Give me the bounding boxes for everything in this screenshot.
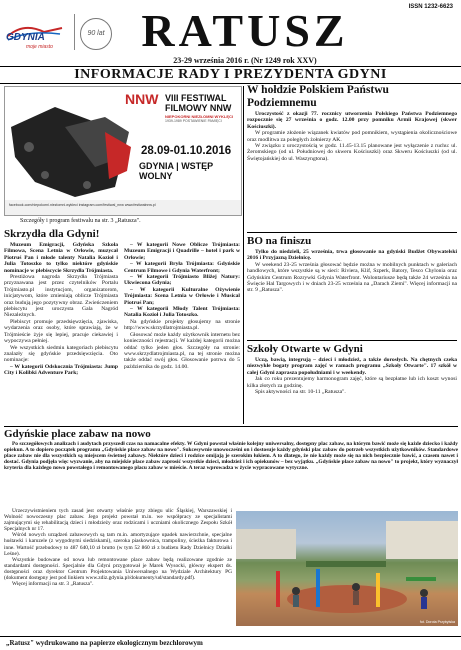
article-bo-title: BO na finiszu (247, 235, 312, 247)
article-hold-p1: Uroczystość z okazji 77. rocznicy utworzenia Polskiego Państwa Podziemnego rozpocznie się 27 września o godz. 12.00 przy pomniku Armii Krajowej (skwer Kościuszki). (247, 111, 457, 130)
article-place-p2: Wśród nowych urządzeń zabawowych są tam m.in. amortyzujące upadek nawierzchnie, specjalne huśtawki i karuzele (z wygodnymi siedziskami), szeroka piaskownica, trampoliny, ścieżka fakturowa i inne. Wartość przebudowy to 487 640,10 zł brutto (w tym 52 860 zł z budżetu Rady Dzielnicy Działki Leśne). (4, 532, 232, 557)
poster-title-1: VIII FESTIWAL (165, 93, 227, 103)
article-hold (247, 84, 457, 162)
issue-dateline: 23-29 września 2016 r. (Nr 1249 rok XXV) (173, 56, 317, 65)
poster-place: GDYNIA | WSTĘP WOLNY (139, 161, 214, 181)
skrzydla-p10: – W kategorii Młody Talent Trójmiasta: Natalia Kozioł i Julia Totoszko. (124, 306, 240, 319)
issn: ISSN 1232-6623 (408, 4, 453, 10)
playground-scene (236, 511, 458, 626)
article-place-p1: Urzeczywistnieniem tych zasad jest otwarty właśnie przy zbiegu ulic Śląskiej, Warszawskiej i Wolność nowoczesny plac zabaw. Jego projekt powstał m.in. we współpracy ze specjalistami zajmującymi się rehabilitacją dzieci i młodzieży oraz rodzicami i uczniami okolicznego Zespołu Szkół Specjalnych nr 17. (4, 508, 232, 533)
skrzydla-p5: – W kategorii Odskocznia Trójmiasta: Jump City i Kolibki Adventure Park; (4, 363, 118, 377)
article-bo-p1: Tylko do niedzieli, 25 września, trwa głosowanie na gdyński Budżet Obywatelski 2016 i Przyjazną Dzielnicę. (247, 249, 457, 262)
skrzydla-p12: Głosować może każdy użytkownik internetu bez konieczności rejestracji. W każdej kategorii można oddać tylko jeden głos. Szczegóły na stronie: www.skrzydlatrojmiasta.pl, na tej stronie można także oddać swój głos. Głosowanie potrwa do 5 października do godz. 14.00. (124, 331, 240, 370)
logo-tagline: moje miasto (26, 44, 53, 50)
article-hold-title: W hołdzie Polskiem Państwu Podziemnemu (247, 84, 389, 109)
article-place-body (4, 508, 232, 587)
skrzydla-p11: Na gdyńskie projekty głosujemy na stronie http://www.skrzydlatrojmiasta.pl. (124, 318, 240, 332)
article-place-p4: Więcej informacji na str. 3 „Ratusza". (12, 581, 94, 588)
skrzydla-p1: Muzeum Emigracji, Gdyńska Szkoła Filmowa, Scena Letnia w Orłowie, muzycał Piotruś Pan i młode talenty Natalia Kozioł i Julia Totoszko to tylko niektóre gdyńskie nominacje w plebiscycie Skrzydła Trójmiasta. (4, 242, 118, 274)
masthead-title: RATUSZ (141, 5, 349, 56)
skrzydla-p2: Prestiżowa nagroda Skrzydła Trójmiasta przyznawana jest przez czytelników Portalu Trójmiasto.pl instytucjom, organizatorom, inicjatywom, które zmieniają oblicze Trójmiasta oraz budują jego pozytywny obraz. Zwieńczeniem plebiscytu jest uroczysta Gala Nagród Niezależnych. (4, 274, 118, 319)
logo-text: GDYNIA (6, 32, 45, 43)
article-skrzydla-col1 (4, 242, 118, 377)
article-hold-p3: W związku z uroczystością w godz. 11.45-13.15 planowane jest wyłączenie z ruchu: ul. Żeromskiego (od ul. Południowej do skweru Kościuszki) oraz Skweru Kościuszki (od ul. Świętojańskiej do ul. Waszyngtona). (247, 143, 457, 162)
poster-title-2: FILMOWY NNW (165, 103, 232, 113)
article-szkoly-p2: Jak co roku prezentujemy harmonogram zajęć, które są bezpłatne lub ich koszt wynosi kilka złotych za godzinę. (247, 376, 457, 389)
poster-links: facebook.com/niepokorni.niezlomni.wykleci instagram.com/festiwal_nnw www.festiwalnnw.pl (9, 203, 156, 207)
skrzydla-p8: – W kategorii Trójmiasto Bliżej Natury: Ukwiecona Gdynia; (124, 274, 240, 287)
festival-poster (4, 86, 242, 216)
article-skrzydla (4, 228, 240, 240)
article-place-p3: Wszystkie budowane od nowa lub remontowane place zabaw będą realizowane zgodnie ze standardami dostępności. Specjalnie dla Gdyni przygotował je Marek Wysocki, główny ekspert ds. dostępności oraz dyrektor Centrum Projektowania Uniwersalnego na Wydziale Architektury PG (dokument dostępny jest pod linkiem www.zdiz.gdynia.pl/dokumenty/ud/standardy.pdf). (4, 556, 232, 582)
article-skrzydla-title: Skrzydła dla Gdyni! (4, 228, 100, 240)
separator (4, 426, 458, 427)
article-bo (247, 235, 457, 294)
article-szkoly-title: Szkoły Otwarte w Gdyni (247, 343, 363, 355)
section-banner: INFORMACJE RADY I PREZYDENTA GDYNI (0, 66, 461, 84)
page-footer: „Ratusz" wydrukowano na papierze ekologicznym bezchlorowym (0, 636, 461, 650)
article-place (4, 428, 458, 471)
article-place-title: Gdyńskie place zabaw na nowo (4, 428, 151, 440)
column-divider (243, 86, 244, 424)
nnw-logo-icon: NNW (125, 91, 159, 107)
city-logo (4, 8, 114, 54)
article-place-lead: Po szczegółowych analizach i audytach przyszedł czas na namacalne efekty. W Gdyni powstał właśnie kolejny uniwersalny, dostępny plac zabaw, na którym bawić może się każde dziecko i każdy opiekun. A to dopiero początek programu „Gdyńskie place zabaw na nowo". Sukcesywnie unowocześni on i dostosuje każdy gdyński plac zabaw do potrzeb wszystkich użytkowników. Standardowe place zabaw nie dla wszystkich są miejscem świetnej zabawy. Niektóre dzieci i rodzice omijają je szerokim łukiem. A to dlatego, że nie każdy może się na nich bezpiecznie bawić, a czasem nawet i dostać. Gdynia podjęła więc wyzwanie, aby na miejskie place zabaw zaprosić wszystkie dzieci, młodzież i ich opiekunów – bez wyjątku. „Gdyńskie place zabaw na nowo" to projekt, który wyznaczył kryteria dla każdego nowo powstałego i remontowanego placu zabaw w mieście. A teraz wprowadza w życie wypracowane wytyczne. (4, 441, 458, 472)
article-szkoly-p3: Spis aktywności na str. 10-11 „Ratusza". (255, 389, 346, 396)
skrzydla-p6: – W kategorii Nowe Oblicze Trójmiasta: Muzeum Emigracji i Quadrille – hotel i park w Orłowie; (124, 242, 240, 261)
poster-subtitle-2: 1939-1989 POSTAWIENIE PAMIĘCI (165, 119, 222, 123)
article-szkoly (247, 343, 457, 395)
anniversary-badge: 90 lat (80, 18, 112, 50)
poster-caption: Szczegóły i program festiwalu na str. 3 „Ratusza". (20, 218, 141, 224)
poster-subtitle-1: NIEPOKORNI NIEZŁOMNI WYKLĘCI (165, 114, 233, 119)
article-szkoly-p1: Uczą, bawią, integrują – dzieci i młodzież, a także dorosłych. Na chętnych czeka niezwykłe bogaty program zajęć w ramach programu „Szkoły Otwarte". 17 szkół w całej Gdyni zaprasza popołudniami i w weekendy. (247, 357, 457, 376)
skrzydla-p4: We wszystkich siedmiu kategoriach plebiscytu znalazły się gdyńskie przedsięwzięcia. Oto nominacje: (4, 344, 118, 364)
photo-credit: fot. Dorota Przybylska (419, 620, 455, 624)
skrzydla-p3: Plebiscyt promuje przedsięwzięcia, zjawiska, wydarzenia oraz osoby, które sprawiają, że w Trójmieście żyje się lepiej, pracuje ciekawiej i wypoczywa pełniej. (4, 318, 118, 345)
article-skrzydla-col2 (124, 242, 240, 370)
separator (247, 232, 457, 233)
article-bo-p2: W weekend 23-25 września głosować będzie można w mobilnych punktach w galeriach handlowych, które wszystkie są w sieci: Riviera, Klif, Szperk, Batory, Tesco Chylonia oraz Gdyńskim Centrum Rozrywki Gdynia Waterfront. Wolontariusze będą także 24 września na Święcie Hal Targowych i w dniach 23-25 września na „Darach Ziemi". Więcej informacji na str. 9 „Ratusza". (247, 261, 457, 294)
playground-photo (236, 511, 458, 626)
article-hold-p2: W programie złożenie wiązanek kwiatów pod pomnikiem, wystąpienia okolicznościowe oraz modlitwa za poległych żołnierzy AK. (247, 130, 457, 143)
logo-divider (74, 14, 75, 50)
skrzydla-p7: – W kategorii Bryła Trójmiasta: Gdyńskie Centrum Filmowe i Gdynia Waterfront; (124, 261, 240, 274)
poster-dates: 28.09-01.10.2016 (141, 145, 232, 157)
skrzydla-p9: – W kategorii Kulturalne Ożywienie Trójmiasta: Scena Letnia w Orłowie i Musical Piotruś Pan; (124, 286, 240, 306)
separator (247, 340, 457, 341)
